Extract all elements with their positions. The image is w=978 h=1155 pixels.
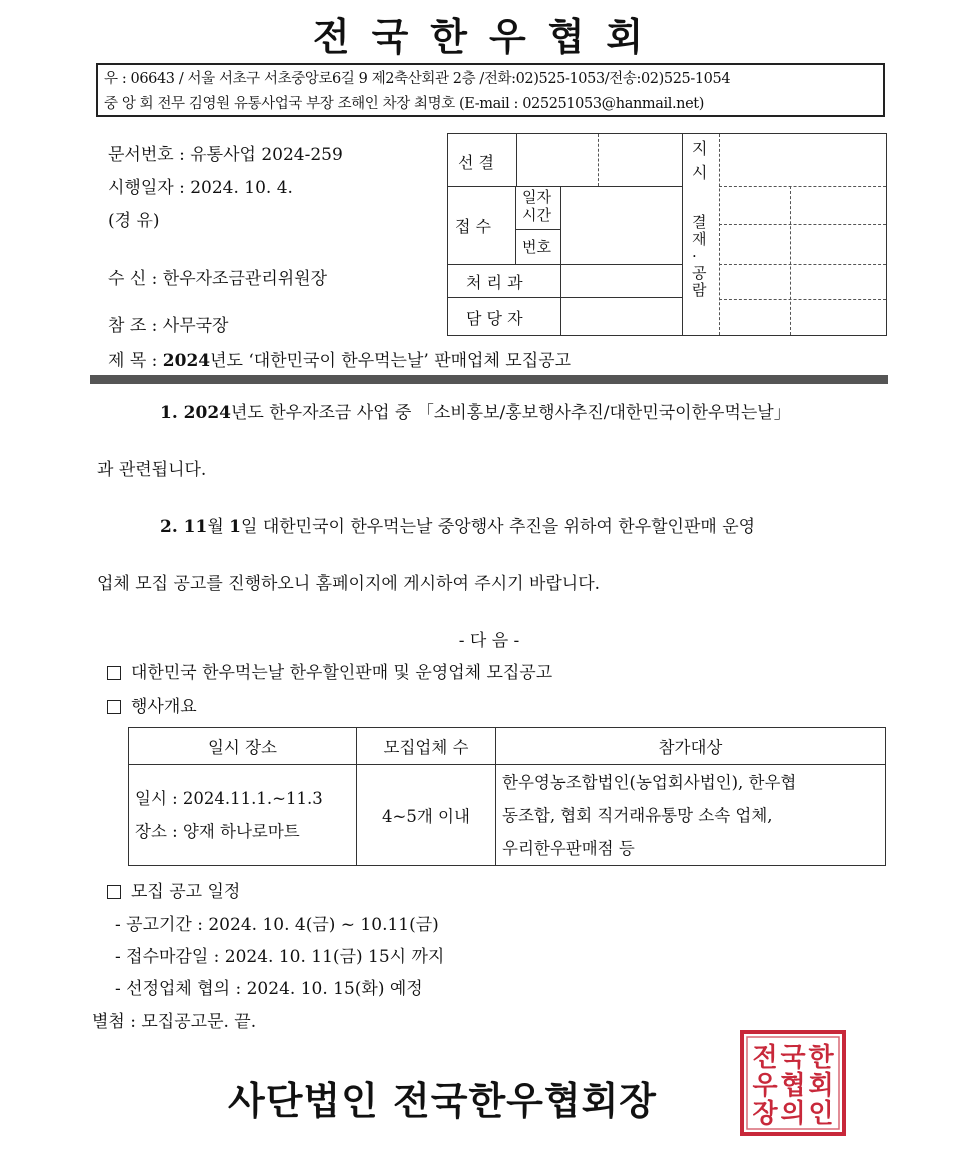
approval-beonho: 번호 xyxy=(522,238,551,256)
contact-line: 중 앙 회 전무 김영원 유통사업국 부장 조해인 차장 최명호 (E-mail : 025251053@hanmail.net) xyxy=(104,96,704,112)
approval-gyeoljae: 결 재 · 공 람 xyxy=(692,213,707,299)
address-line: 우 : 06643 / 서울 서초구 서초중앙로6길 9 제2축산회관 2층 /전화:02)525-1053/전송:02)525-1054 xyxy=(104,71,731,87)
approval-jeopsu: 접 수 xyxy=(455,217,491,236)
table-row xyxy=(129,765,886,866)
approval-cheorigwa: 처 리 과 xyxy=(466,273,523,292)
target-line-1: 한우영농조합법인(농업회사법인), 한우협 xyxy=(502,772,797,792)
issue-date: 시행일자 : 2024. 10. 4. xyxy=(108,178,293,198)
via-label: (경 유) xyxy=(108,211,160,231)
svg-text:한: 한 xyxy=(808,1043,834,1073)
paragraph-2-text: 일 대한민국이 한우먹는날 중앙행사 추진을 위하여 한우할인판매 운영 xyxy=(241,517,756,537)
checkbox-icon xyxy=(107,885,121,899)
event-table xyxy=(128,727,886,866)
approval-sigan: 시간 xyxy=(522,206,551,224)
reference: 참 조 : 사무국장 xyxy=(108,316,229,336)
paragraph-1-text: 년도 한우자조금 사업 중 「소비홍보/홍보행사추진/대한민국이한우먹는날」 xyxy=(230,403,791,423)
event-place: 장소 : 양재 하나로마트 xyxy=(135,822,300,841)
divider-bar xyxy=(90,375,888,384)
schedule-title-text: 모집 공고 일정 xyxy=(131,882,241,902)
approval-box xyxy=(447,133,887,336)
doc-number: 문서번호 : 유통사업 2024-259 xyxy=(108,145,343,165)
table-header-row xyxy=(129,728,886,765)
checkbox-icon xyxy=(107,666,121,680)
table-cell-datetime xyxy=(129,765,357,866)
svg-text:전: 전 xyxy=(752,1043,778,1073)
paragraph-2-month: 월 xyxy=(207,517,230,537)
target-line-3: 우리한우판매점 등 xyxy=(502,838,635,858)
recipient: 수 신 : 한우자조금관리위원장 xyxy=(108,269,328,289)
list-item-2 xyxy=(107,692,197,717)
svg-text:인: 인 xyxy=(808,1099,834,1129)
table-cell-count: 4~5개 이내 xyxy=(357,765,496,866)
approval-seongyeol: 선 결 xyxy=(458,153,494,172)
svg-text:협: 협 xyxy=(780,1071,806,1101)
event-date: 일시 : 2024.11.1.~11.3 xyxy=(135,789,323,808)
attachment-note: 별첨 : 모집공고문. 끝. xyxy=(92,1012,257,1032)
approval-ilja: 일자 xyxy=(522,188,551,206)
official-seal-icon xyxy=(738,1028,848,1138)
paragraph-2-day: 1 xyxy=(229,517,241,537)
svg-text:의: 의 xyxy=(780,1099,806,1129)
org-title: 전국한우협회 xyxy=(312,15,666,59)
approval-jisi-2: 시 xyxy=(692,163,708,182)
svg-text:회: 회 xyxy=(808,1071,834,1101)
subject-text: 년도 ‘대한민국이 한우먹는날’ 판매업체 모집공고 xyxy=(210,351,571,371)
subject-label: 제 목 : xyxy=(108,351,163,371)
paragraph-2 xyxy=(160,512,755,537)
paragraph-1 xyxy=(160,398,791,423)
list-item-2-text: 행사개요 xyxy=(131,697,197,717)
signature-line: 사단법인 전국한우협회장 xyxy=(228,1079,658,1123)
subject xyxy=(108,346,571,371)
schedule-line-1: - 공고기간 : 2024. 10. 4(금) ~ 10.11(금) xyxy=(115,915,439,935)
approval-jisi-1: 지 xyxy=(692,139,708,158)
svg-text:국: 국 xyxy=(780,1043,806,1073)
svg-text:장: 장 xyxy=(752,1099,778,1129)
daeum-heading: - 다 음 - xyxy=(458,631,520,651)
paragraph-1-number: 1. 2024 xyxy=(160,403,231,423)
schedule-line-2: - 접수마감일 : 2024. 10. 11(금) 15시 까지 xyxy=(115,947,445,967)
table-cell-target xyxy=(496,765,886,866)
list-item-1 xyxy=(107,658,552,683)
target-line-2: 동조합, 협회 직거래유통망 소속 업체, xyxy=(502,805,773,825)
table-header: 일시 장소 xyxy=(129,728,357,765)
paragraph-2-number: 2. 11 xyxy=(160,517,208,537)
checkbox-icon xyxy=(107,700,121,714)
paragraph-1-cont: 과 관련됩니다. xyxy=(97,460,207,480)
paragraph-2-cont: 업체 모집 공고를 진행하오니 홈페이지에 게시하여 주시기 바랍니다. xyxy=(97,574,601,594)
subject-year: 2024 xyxy=(162,351,211,371)
list-item-1-text: 대한민국 한우먹는날 한우할인판매 및 운영업체 모집공고 xyxy=(131,663,553,683)
svg-text:우: 우 xyxy=(752,1071,778,1101)
table-header: 참가대상 xyxy=(496,728,886,765)
schedule-line-3: - 선정업체 협의 : 2024. 10. 15(화) 예정 xyxy=(115,979,423,999)
schedule-title xyxy=(107,877,240,902)
address-box xyxy=(96,63,885,117)
table-header: 모집업체 수 xyxy=(357,728,496,765)
approval-damdangja: 담 당 자 xyxy=(466,309,523,328)
